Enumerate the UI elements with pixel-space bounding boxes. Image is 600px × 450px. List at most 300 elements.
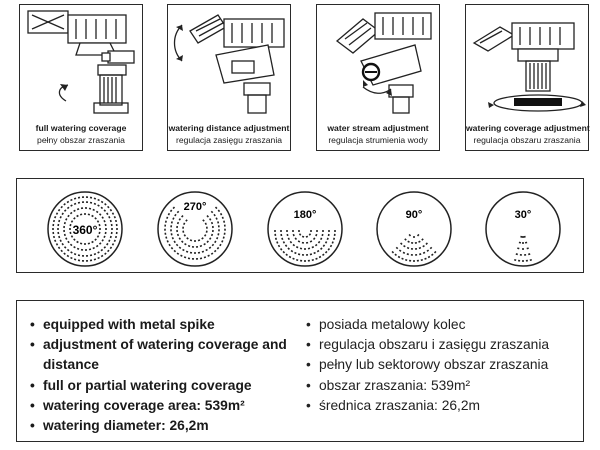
spray-dash [179,237,181,240]
spray-dash [203,243,206,245]
spray-dash [407,253,409,255]
spray-dash [179,247,182,250]
spray-dash [422,245,425,247]
spray-dash [97,204,100,206]
spray-dash [289,256,292,258]
spray-dash [97,199,99,201]
spray-dash [202,251,204,253]
spray-dash [417,260,419,262]
spray-dash [88,213,90,215]
spray-dash [315,244,318,247]
spray-dash [115,220,117,222]
spray-dash [60,206,63,209]
spray-dash [205,249,208,251]
spray-dash [173,207,176,210]
spray-dash [312,259,314,261]
spray-dash [70,204,73,206]
spray-dash [74,203,76,205]
spray-dash [285,244,287,247]
feature-item-en: • equipped with metal spike [30,317,215,332]
spray-dash [274,234,276,236]
spray-dash [52,224,54,226]
spray-dash [105,228,107,230]
panel-title-en: watering distance adjustment [168,123,290,133]
spray-dash [528,253,530,255]
spray-dash [65,237,67,240]
spray-dash [82,196,84,198]
spray-dash [58,220,60,222]
spray-dash [177,211,180,214]
spray-dash [394,254,397,256]
spray-dash [315,234,317,236]
spray-dash [192,246,194,248]
spray-dash [67,241,69,244]
feature-item-en: • adjustment of watering coverage and distance [30,337,287,373]
spray-dash [222,217,224,219]
spray-dash [54,216,56,218]
spray-dash [82,255,84,257]
spray-dash [103,220,105,222]
spray-dash [220,213,222,216]
spray-dash [313,252,315,254]
spray-dash [520,254,522,256]
spray-dash [89,208,91,210]
spray-dash [107,206,110,209]
spray-dash [177,234,179,236]
spray-dash [212,244,215,247]
spray-dash [400,242,403,245]
spray-dash [105,232,107,234]
spray-dash [293,244,296,247]
pattern-label: 360° [72,223,98,237]
spray-dash [77,208,79,210]
spray-dash [211,252,214,254]
sprinkler-rotate-base-icon [20,5,141,117]
spray-pattern-30 [484,190,562,268]
spray-dash [63,252,66,255]
spray-dash [310,240,313,242]
spray-dash [304,260,306,262]
panel-title-pl: pełny obszar zraszania [37,135,125,145]
spray-dash [70,251,73,253]
spray-dash [224,225,226,227]
spray-dash [61,243,63,246]
spray-dash [105,224,107,226]
sprinkler-sector-ring-icon [466,5,587,117]
spray-dash [411,254,413,256]
spray-dash [176,226,178,228]
spray-dash [192,258,194,260]
spray-dash [320,247,323,250]
spray-dash [57,232,59,234]
spray-dash [86,260,88,262]
spray-dash [112,212,114,215]
spray-dash [298,253,300,255]
spray-dash [196,246,198,248]
spray-dash [312,246,314,248]
spray-dash [170,225,172,227]
spray-dash [283,241,285,244]
spray-dash [106,243,108,246]
spray-dash [201,237,204,240]
spray-dash [206,240,209,243]
spray-dash [223,221,225,223]
spray-dash [430,247,433,250]
spray-dash [413,260,415,262]
spray-dash [212,226,214,228]
spray-dash [223,236,225,238]
spray-dash [69,232,71,234]
spray-dash [322,230,324,232]
spray-dash [179,218,181,221]
spray-dash [194,252,196,254]
spray-dash [281,238,283,240]
spray-dash [63,230,65,232]
spray-dash [165,236,167,238]
spray-dash [73,238,76,241]
spray-dash [196,258,198,260]
spray-dash [286,230,288,232]
panel-caption [20,122,142,146]
spray-dash [173,241,175,244]
spray-dash [194,240,196,242]
spray-dash [209,218,211,221]
spray-dash [58,247,60,250]
spray-dash [81,249,83,251]
pattern-label: 270° [183,201,207,213]
spray-dash [411,242,413,244]
spray-dash [186,251,188,253]
spray-dash [309,233,311,236]
spray-dash [419,247,421,249]
spray-dash [298,240,301,242]
panel-caption [466,122,588,146]
spray-dash [310,230,312,232]
spray-dash [76,215,79,217]
panel-caption [317,122,439,146]
spray-dash [318,241,321,244]
spray-dash [60,239,62,241]
spray-dash [67,201,70,203]
spray-dash [76,241,79,243]
spray-dash [67,249,70,252]
spray-dash [90,254,92,256]
spray-dash [111,232,113,234]
spray-dash [54,240,56,242]
spray-dash [184,256,186,258]
feature-item-pl: • regulacja obszaru i zasięgu zraszania [306,337,550,353]
spray-dash [415,248,417,250]
spray-dash [200,245,202,247]
spray-dash [224,233,226,235]
feature-panel-full-coverage [19,4,143,151]
spray-dash [293,234,295,236]
spray-dash [84,243,86,245]
spray-dash [103,236,105,238]
spray-dash [434,251,437,254]
spray-dash [518,260,520,262]
panel-title-en: water stream adjustment [327,123,429,133]
panel-title-en: watering coverage adjustment [466,123,590,133]
spray-dash [221,240,223,242]
spray-dash [184,243,187,245]
spray-dash [327,238,329,240]
spray-dash [294,252,296,254]
pattern-label: 90° [405,209,423,221]
spray-dash [166,217,168,219]
spray-dash [70,212,73,215]
spray-dash [116,224,118,226]
spray-dash [292,230,294,232]
spray-dash [405,259,407,261]
spray-dash [182,249,185,251]
spray-dash [58,236,60,238]
spray-dash [60,250,63,253]
spray-dash [65,218,67,221]
spray-dash [73,246,76,248]
spray-dash [164,233,166,235]
spray-dash [98,224,100,226]
spray-dash [74,198,76,200]
spray-dash [306,254,308,256]
spray-pattern-90 [375,190,453,268]
spray-dash [334,234,336,236]
spray-dash [77,248,79,250]
spray-dash [308,247,310,249]
spray-dash [522,242,524,244]
spray-dash [290,241,293,244]
spray-dash [409,260,411,262]
spray-dash [288,238,290,240]
spray-dash [116,228,118,230]
spray-dash [67,255,70,257]
spray-dash [530,259,532,261]
feature-panel-coverage-adjust [465,4,589,151]
spray-dash [217,233,219,235]
spray-dash [181,215,184,218]
spray-dash [114,240,116,242]
spray-dash [198,239,200,241]
spray-dash [101,201,104,203]
spray-dash [111,224,113,226]
spray-dash [80,242,82,244]
spray-dash [170,210,172,213]
spray-dash [407,247,409,249]
feature-panel-stream [316,4,440,151]
spray-dash [94,238,97,241]
spray-dash [216,237,218,239]
spray-dash [217,247,220,250]
spray-dash [104,252,107,255]
spray-dash [61,213,63,216]
spray-dash [296,259,298,261]
spray-dash [99,228,101,230]
spray-dash [64,222,66,224]
spray-dash [164,225,166,227]
spray-dash [96,245,99,247]
spray-dash [291,250,294,252]
spray-dash [58,209,60,212]
spray-dash [323,244,325,247]
spray-dash [180,255,183,257]
feature-item-en: • watering diameter: 26,2m [30,418,209,434]
spray-dash [304,248,306,250]
spray-dash [176,244,179,247]
feature-item-en: • watering coverage area: 539m² [30,397,245,413]
spray-dash [182,231,184,233]
spray-dash [168,213,170,216]
spray-dash [89,248,91,250]
spray-dash [92,247,94,249]
spray-dash [218,210,220,213]
spray-dash [78,197,80,199]
sprinkler-nozzle-screw-icon [317,5,438,117]
spray-dash [94,217,97,220]
spray-dash [110,209,112,212]
spray-dash [171,247,174,250]
spray-dash [520,236,522,238]
spray-dash [224,229,226,231]
spray-dash [52,232,54,234]
spray-dash [110,247,112,250]
spray-dash [78,254,80,256]
spray-dash [88,242,90,244]
spray-dash [211,222,213,224]
spray-dash [427,249,430,251]
spray-dash [211,211,214,214]
spray-dash [218,229,220,231]
spray-dash [69,224,71,226]
spray-dash [91,241,94,243]
spray-dash [302,242,304,244]
spray-dash [181,240,184,243]
spray-dash [204,234,206,237]
spray-dash [86,255,88,257]
spray-dash [211,234,213,236]
spray-dash [70,199,72,201]
panel-title-pl: regulacja zasięgu zraszania [175,135,283,145]
spray-dash [84,213,86,215]
spray-dash [64,209,67,212]
spray-dash [217,221,219,223]
spray-dash [302,236,304,238]
spray-dash [94,203,96,205]
spray-dash [286,234,288,236]
spray-dash [522,260,524,262]
spray-dash [171,233,173,235]
spray-dash [519,242,521,244]
spray-dash [212,230,214,232]
spray-dash [423,252,425,254]
feature-panel-distance [167,4,291,151]
spray-dash [184,234,186,237]
spray-pattern-270 [156,190,234,268]
spray-dash [92,209,94,211]
feature-item-pl: • pełny lub sektorowy obszar zraszania [306,357,549,373]
spray-dash [421,238,424,241]
spray-dash [108,216,110,218]
spray-dash [57,224,59,226]
spray-dash [94,258,96,260]
spray-dash [81,207,83,209]
spray-dash [73,210,76,212]
spray-dash [64,234,66,236]
spray-dash [413,236,415,238]
spray-dash [285,254,288,256]
spray-dash [186,237,189,240]
spray-dash [295,237,298,240]
spray-pattern-180 [266,190,344,268]
spray-dash [404,238,407,241]
sprinkler-tilt-arm-icon [168,5,289,117]
spray-dash [280,234,282,236]
spray-dash [325,241,327,244]
spray-dash [215,217,217,219]
spray-dash [110,220,112,222]
spray-dash [177,222,179,224]
feature-item-pl: • obszar zraszania: 539m² [306,377,471,393]
spray-dash [527,247,529,249]
spray-dash [86,201,88,203]
spray-dash [101,216,103,219]
spray-dash [182,227,184,229]
spray-dash [209,237,211,240]
spray-dash [315,258,317,260]
spray-dash [418,241,421,243]
spray-dash [94,198,96,200]
spray-dash [74,258,76,260]
spray-dash [292,258,294,260]
feature-item-en: • full or partial watering coverage [30,377,252,393]
spray-dash [209,247,212,250]
spray-dash [424,258,426,260]
spray-dash [111,228,113,230]
spray-dash [287,247,290,250]
spray-dash [78,259,80,261]
spray-dash [104,246,107,249]
spray-dash [213,214,215,217]
spray-dash [207,255,210,257]
spray-dash [190,252,192,254]
spray-dash [202,219,205,222]
features-list-en [30,315,300,436]
spray-dash [299,233,301,236]
spray-dash [407,241,410,243]
spray-dash [283,251,286,254]
spray-dash [298,230,300,232]
spray-dash [399,249,402,251]
spray-dash [164,229,166,231]
spray-dash [320,238,322,240]
spray-dash [328,248,330,251]
spray-dash [53,236,55,238]
spray-dash [425,242,428,245]
spray-dash [310,253,312,255]
spray-dash [218,225,220,227]
spray-dash [106,213,108,216]
spray-dash [174,214,176,217]
spray-dash [403,252,405,254]
spray-dash [98,232,100,234]
spray-dash [411,248,413,250]
spray-dash [53,220,55,222]
spray-dash [167,240,169,242]
spray-dash [73,217,76,220]
spray-dash [392,251,395,254]
spray-dash [60,216,62,218]
spray-dash [313,237,316,240]
pattern-label: 180° [293,209,317,221]
